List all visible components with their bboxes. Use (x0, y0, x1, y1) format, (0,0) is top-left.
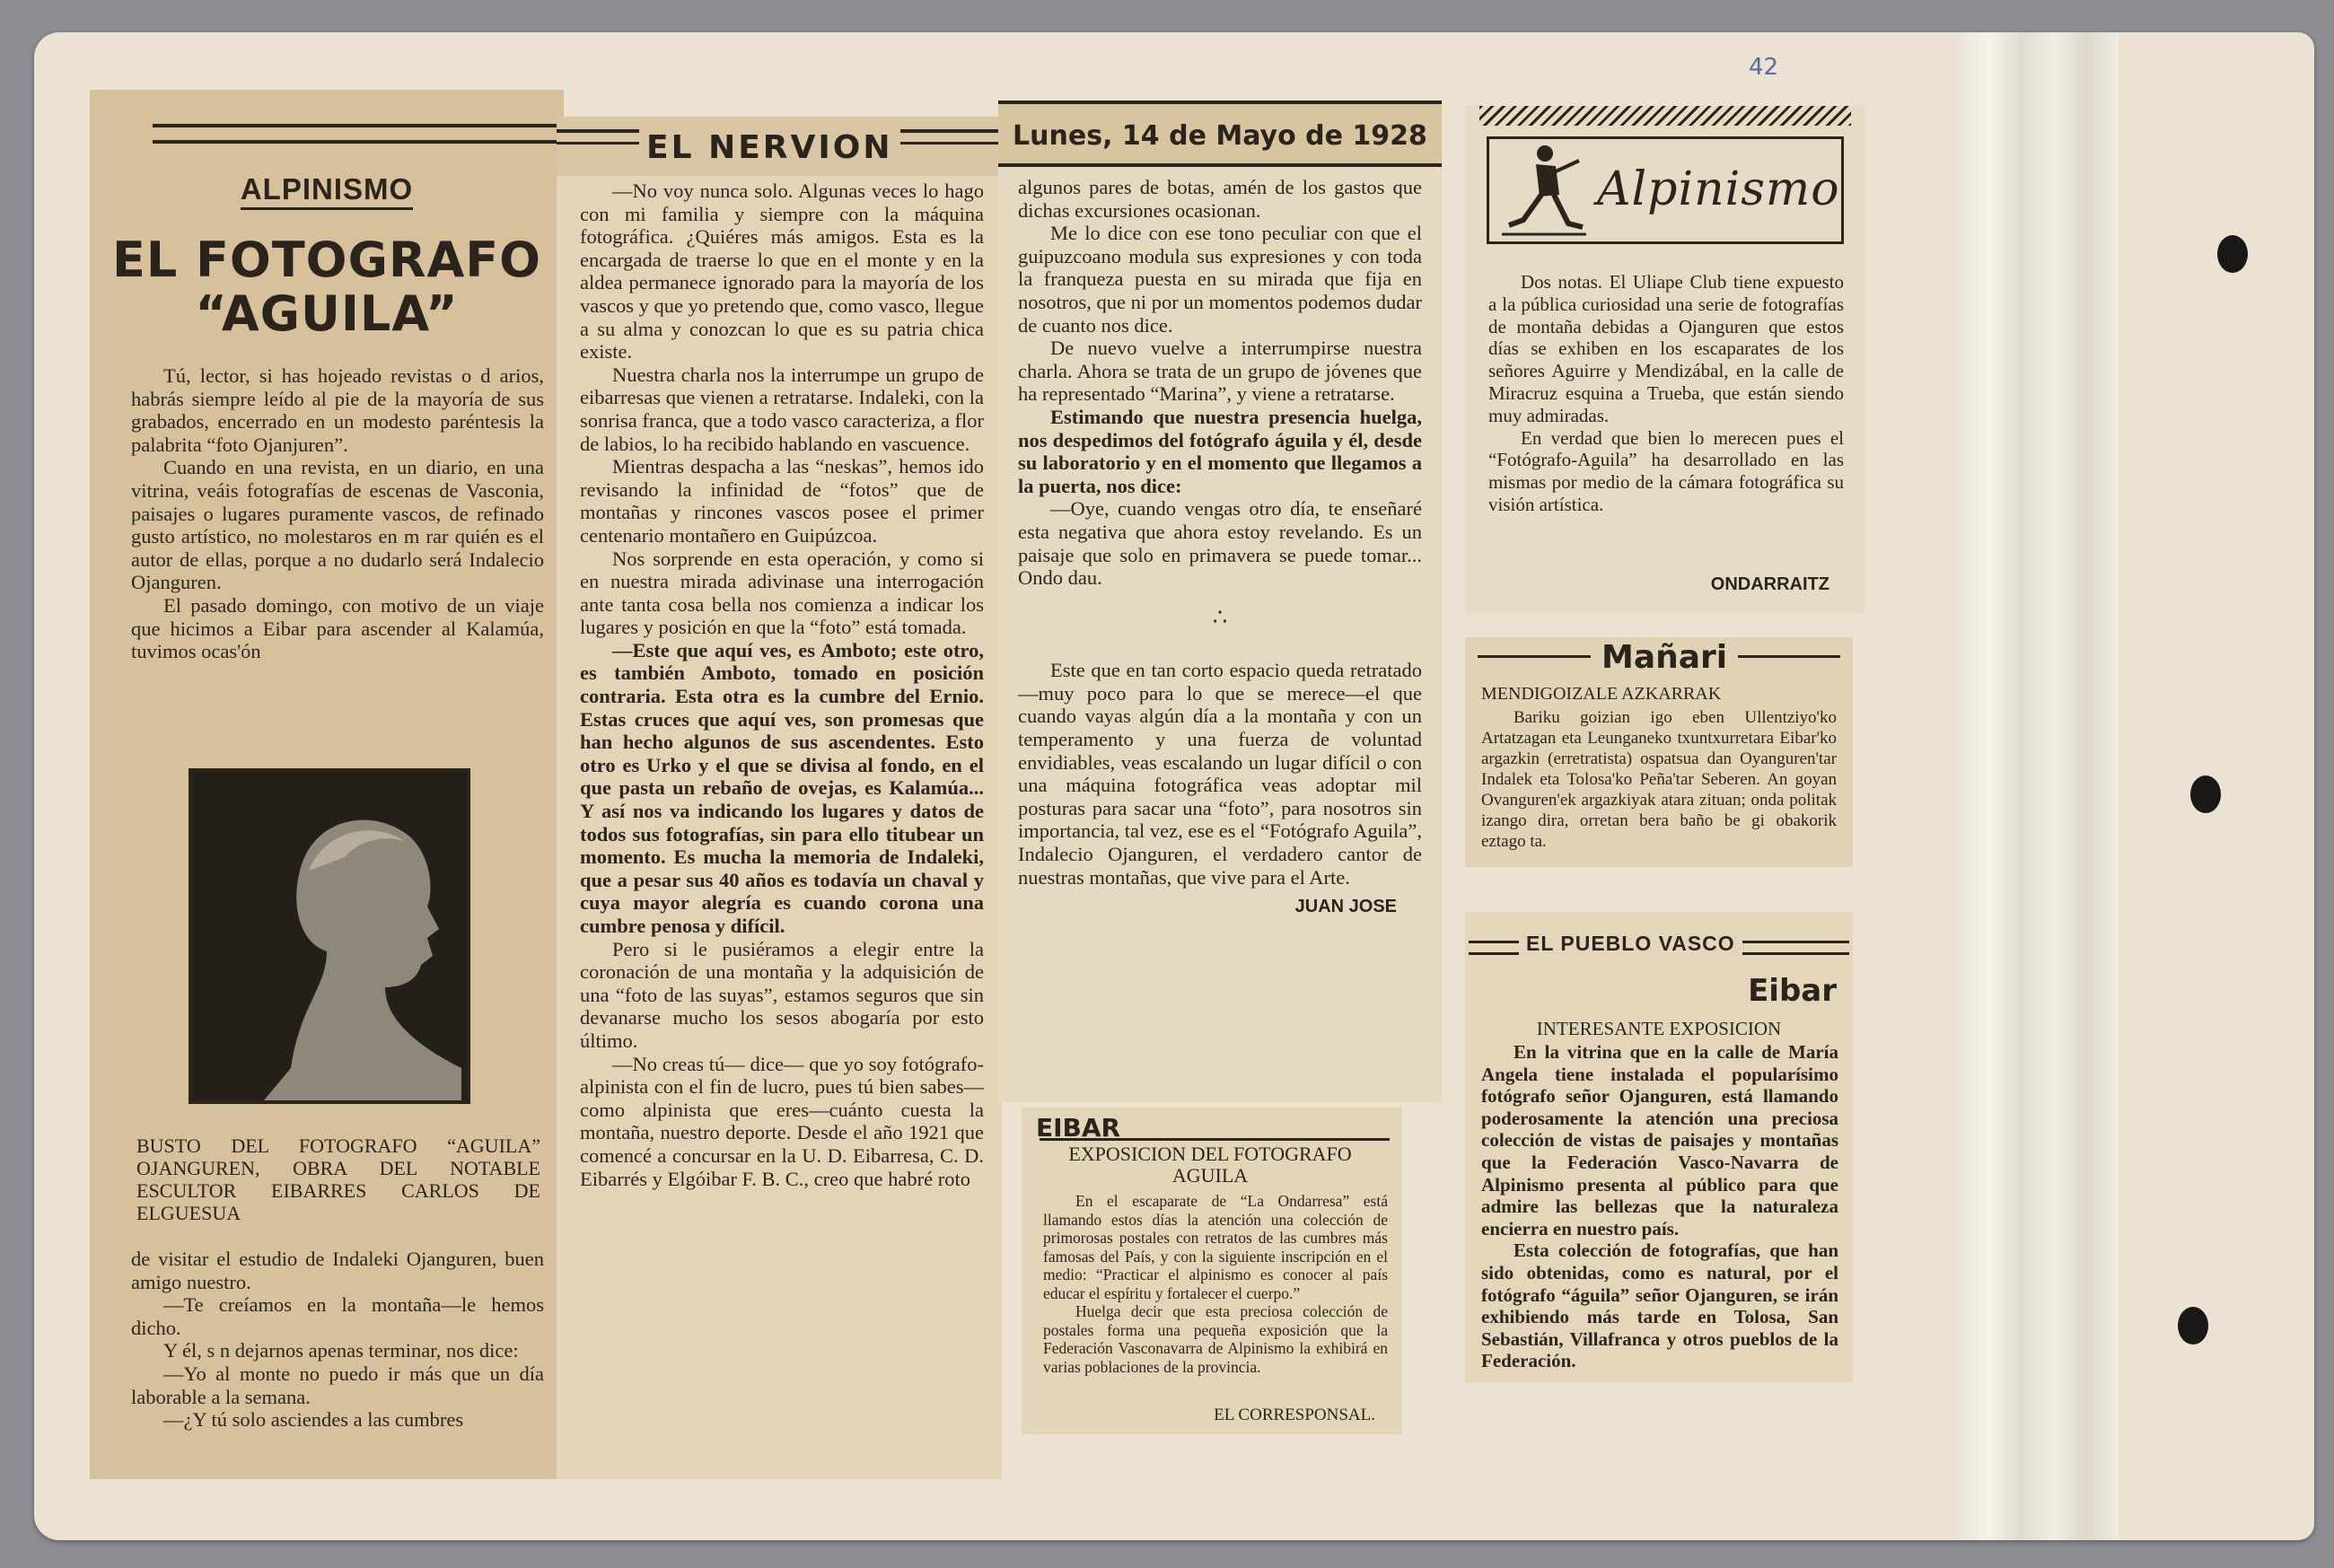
clipping-manari (1465, 637, 1853, 867)
headline: MENDIGOIZALE AZKARRAK (1481, 684, 1722, 704)
article-intro: Tú, lector, si has hojeado revistas o d arios, habrás siempre leído al pie de la mayoría de sus grabados, encerrado en un modesto paréntesis la palabrita “foto Ojanjuren”. Cuando en una revista, en un diario, en una vitrina, veáis fotografías de escenas de Vasconia, paisajes o lugares puramente vascos, de refinado gusto artístico, no molestaros en m rar quién es el autor de ellas, porque a no dudarlo será Indalecio Ojanguren. El pasado domingo, con motivo de un viaje que hicimos a Eibar para ascender al Kalamúa, tuvimos ocas'ón (131, 364, 544, 663)
place-heading: Mañari (1591, 639, 1738, 676)
climber-icon (1493, 141, 1592, 241)
masthead-title: EL NERVION (639, 129, 900, 166)
zigzag-border (1479, 106, 1851, 126)
binder-hole (2178, 1307, 2208, 1345)
place-heading: Eibar (1748, 973, 1837, 1009)
article-body: Bariku goizian igo eben Ullentziyo'ko Artatzagan eta Leunganeko txuntxurretara Eibar'ko argazkin (erretratista) ospatsua dan Oyanguren'tar Indalek eta Tolosa'ko Peña'tar Seberen. An goyan Ovanguren'ek argazkiyak atara zituan; onda politak izango dira, orretan bera baño be gi obakorik eztago ta. (1481, 708, 1837, 851)
wavy-rule (153, 124, 564, 144)
signature: EL CORRESPONSAL. (1214, 1406, 1375, 1424)
heading-rule (1040, 1138, 1390, 1141)
section-heading: ALPINISMO (90, 172, 564, 206)
signature: JUAN JOSE (1294, 897, 1397, 917)
clipping-lunes-14-mayo (998, 101, 1442, 1102)
header-box (1487, 136, 1844, 244)
dateline-bar (998, 101, 1442, 167)
dateline: Lunes, 14 de Mayo de 1928 (1013, 120, 1427, 152)
clipping-el-nervion (557, 176, 1002, 1479)
article-title: EL FOTOGRAFO “AGUILA” (111, 232, 542, 342)
place-heading: EIBAR (1036, 1113, 1121, 1143)
headline: EXPOSICION DEL FOTOGRAFO AGUILA (1068, 1143, 1352, 1187)
separator-mark: ∴ (1212, 603, 1228, 630)
signature: ONDARRAITZ (1710, 574, 1829, 594)
masthead-strip (557, 117, 1005, 176)
article-body: En la vitrina que en la calle de María Angela tiene instalada el popularísimo fotógrafo señor Ojanguren, está llamando poderosamente la atención una preciosa colección de vistas de paisajes y montañas que la Federación Vasco-Navarra de Alpinismo presenta al público para que admire las bellezas que la naturaleza encierra en nuestro país. Esta colección de fotografías, que han sido obtenidas, como es natural, por el fotógrafo “águila” señor Ojanguren, se irán exhibiendo más tarde en Tolosa, San Sebastián, Villafranca y otros pueblos de la Federación. (1481, 1041, 1838, 1372)
clipping-el-pueblo-vasco (1465, 912, 1853, 1382)
article-continuation: de visitar el estudio de Indaleki Ojanguren, buen amigo nuestro. —Te creíamos en la montaña—le hemos dicho. Y él, s n dejarnos apenas terminar, nos dice: —Yo al monte no puedo ir más que un día laborable a la semana. —¿Y tú solo asciendes a las cumbres (131, 1248, 544, 1432)
article-body: algunos pares de botas, amén de los gastos que dichas excursiones ocasionan. Me lo dice con ese tono peculiar con que el guipuzcoano modula sus expresiones y con toda la franqueza puesta en su mirada que fija en nosotros, que ni por un momentos podemos dudar de cuanto nos dice. De nuevo vuelve a interrumpirse nuestra charla. Ahora se trata de un grupo de jóvenes que ha representado “Marina”, y viene a retratarse. Estimando que nuestra presencia huelga, nos despedimos del fotógrafo águila y él, desde su laboratorio y en el momento que llegamos a la puerta, nos dice: —Oye, cuando vengas otro día, te enseñaré esta negativa que ahora estoy revelando. Es un paisaje que solo en primavera se puede tomar... Ondo dau. ∴ Este que en tan corto espacio queda retratado—muy poco para lo que se merece—el que cuando vayas algún día a la montaña y con un temperamento y una fuerza de voluntad envidiables, veas escalando un lugar difícil o con una máquina fotográfica veas adoptar mil posturas para sacar una “foto”, para nosotros sin importancia, tal vez, ese es el “Fotógrafo Aguila”, Indalecio Ojanguren, el verdadero cantor de nuestras montañas, que vive para el Arte. JUAN JOSE (1018, 176, 1422, 919)
article-body: Dos notas. El Uliape Club tiene expuesto a la pública curiosidad una serie de fotografías de montaña debidas a Ojanguren que estos días se exhiben en los escaparates de los señores Aguirre y Mendizábal, en la calle de Miracruz esquina a Trueba, que están siendo muy admiradas. En verdad que bien lo merecen pues el “Fotógrafo-Aguila” ha desarrollado en las mismas por medio de la cámara fotográfica su visión artística. (1488, 271, 1844, 515)
clipping-eibar-exposicion (1022, 1108, 1402, 1434)
clipping-el-fotografo-aguila (90, 90, 564, 1479)
binder-hole (2217, 235, 2248, 273)
headline: INTERESANTE EXPOSICION (1536, 1018, 1782, 1039)
article-body: —No voy nunca solo. Algunas veces lo hago con mi familia y siempre con la máquina fotográfica. ¿Quiéres más amigos. Esta es la encargada de traerse lo que en el monte y en la aldea permanece ignorado para la mayoría de los vascos y que yo pretendo que, como vasco, llegue a su alma y conozcan lo que es su patria chica existe. Nuestra charla nos la interrumpe un grupo de eibarresas que vienen a retratarse. Indaleki, con la sonrisa franca, que a todo vasco caracteriza, a flor de labios, lo ha recibido hablando en vascuence. Mientras despacha a las “neskas”, hemos ido revisando la infinidad de “fotos” que de montañas y rincones vascos posee el primer centenario montañero en Guipúzcoa. Nos sorprende en esta operación, y como si en nuestra mirada adivinase una interrogación ante tanta cosa bella nos comienza a indicar los lugares y posición en que la “foto” está tomada. —Este que aquí ves, es Amboto; este otro, es también Amboto, tomado en posición contraria. Esta otra es la cumbre del Ernio. Estas cruces que aquí ves, son promesas que han hecho algunos de sus ascendentes. Esto otro es Urko y el que se divisa al fondo, en el que pasta un rebaño de ovejas, es Kalamúa... Y así nos va indicando los lugares y datos de todos sus fotografías, sin para ello titubear un momento. Es mucha la memoria de Indaleki, que a pesar sus 40 años es todavía un chaval y cuya mayor alegría es cuando corona una cumbre penosa y difícil. Pero si le pusiéramos a elegir entre la coronación de una montaña y la adquisición de una “foto de las suyas”, estamos seguros que sin devanarse mucho los sesos abogaría por esto último. —No creas tú— dice— que yo soy fotógrafo-alpinista con el fin de lucro, pues tú bien sabes—como alpinista que eres—cuánto cuesta la montaña, nuestro deporte. Desde el año 1921 que comencé a concursar en la U. D. Eibarresa, C. D. Eibarrés y Elgóibar F. B. C., creo que habré roto (580, 180, 984, 1190)
bust-photo (189, 768, 470, 1104)
album-spine (1957, 32, 2119, 1540)
binder-hole (2190, 775, 2221, 813)
header-title: Alpinismo (1597, 162, 1840, 216)
masthead-title: EL PUEBLO VASCO (1519, 932, 1742, 956)
page-number: 42 (1749, 54, 1779, 81)
article-body: En el escaparate de “La Ondarresa” está llamando estos días la atención una colección de primorosas postales con retratos de las cumbres más famosas del País, y con la siguiente inscripción en el medio: “Practicar el alpinismo es conocer al país educar el espíritu y fortalecer el cuerpo.” Huelga decir que esta preciosa colección de postales forma una pequeña exposición que la Federación Vasconavarra de Alpinismo la exhibirá en varias poblaciones de la provincia. (1043, 1192, 1388, 1376)
photo-caption: BUSTO DEL FOTOGRAFO “AGUILA” OJANGUREN, OBRA DEL NOTABLE ESCULTOR EIBARRES CARLOS DE ELGUESUA (136, 1134, 540, 1224)
clipping-alpinismo-ondarraitz (1465, 106, 1865, 614)
